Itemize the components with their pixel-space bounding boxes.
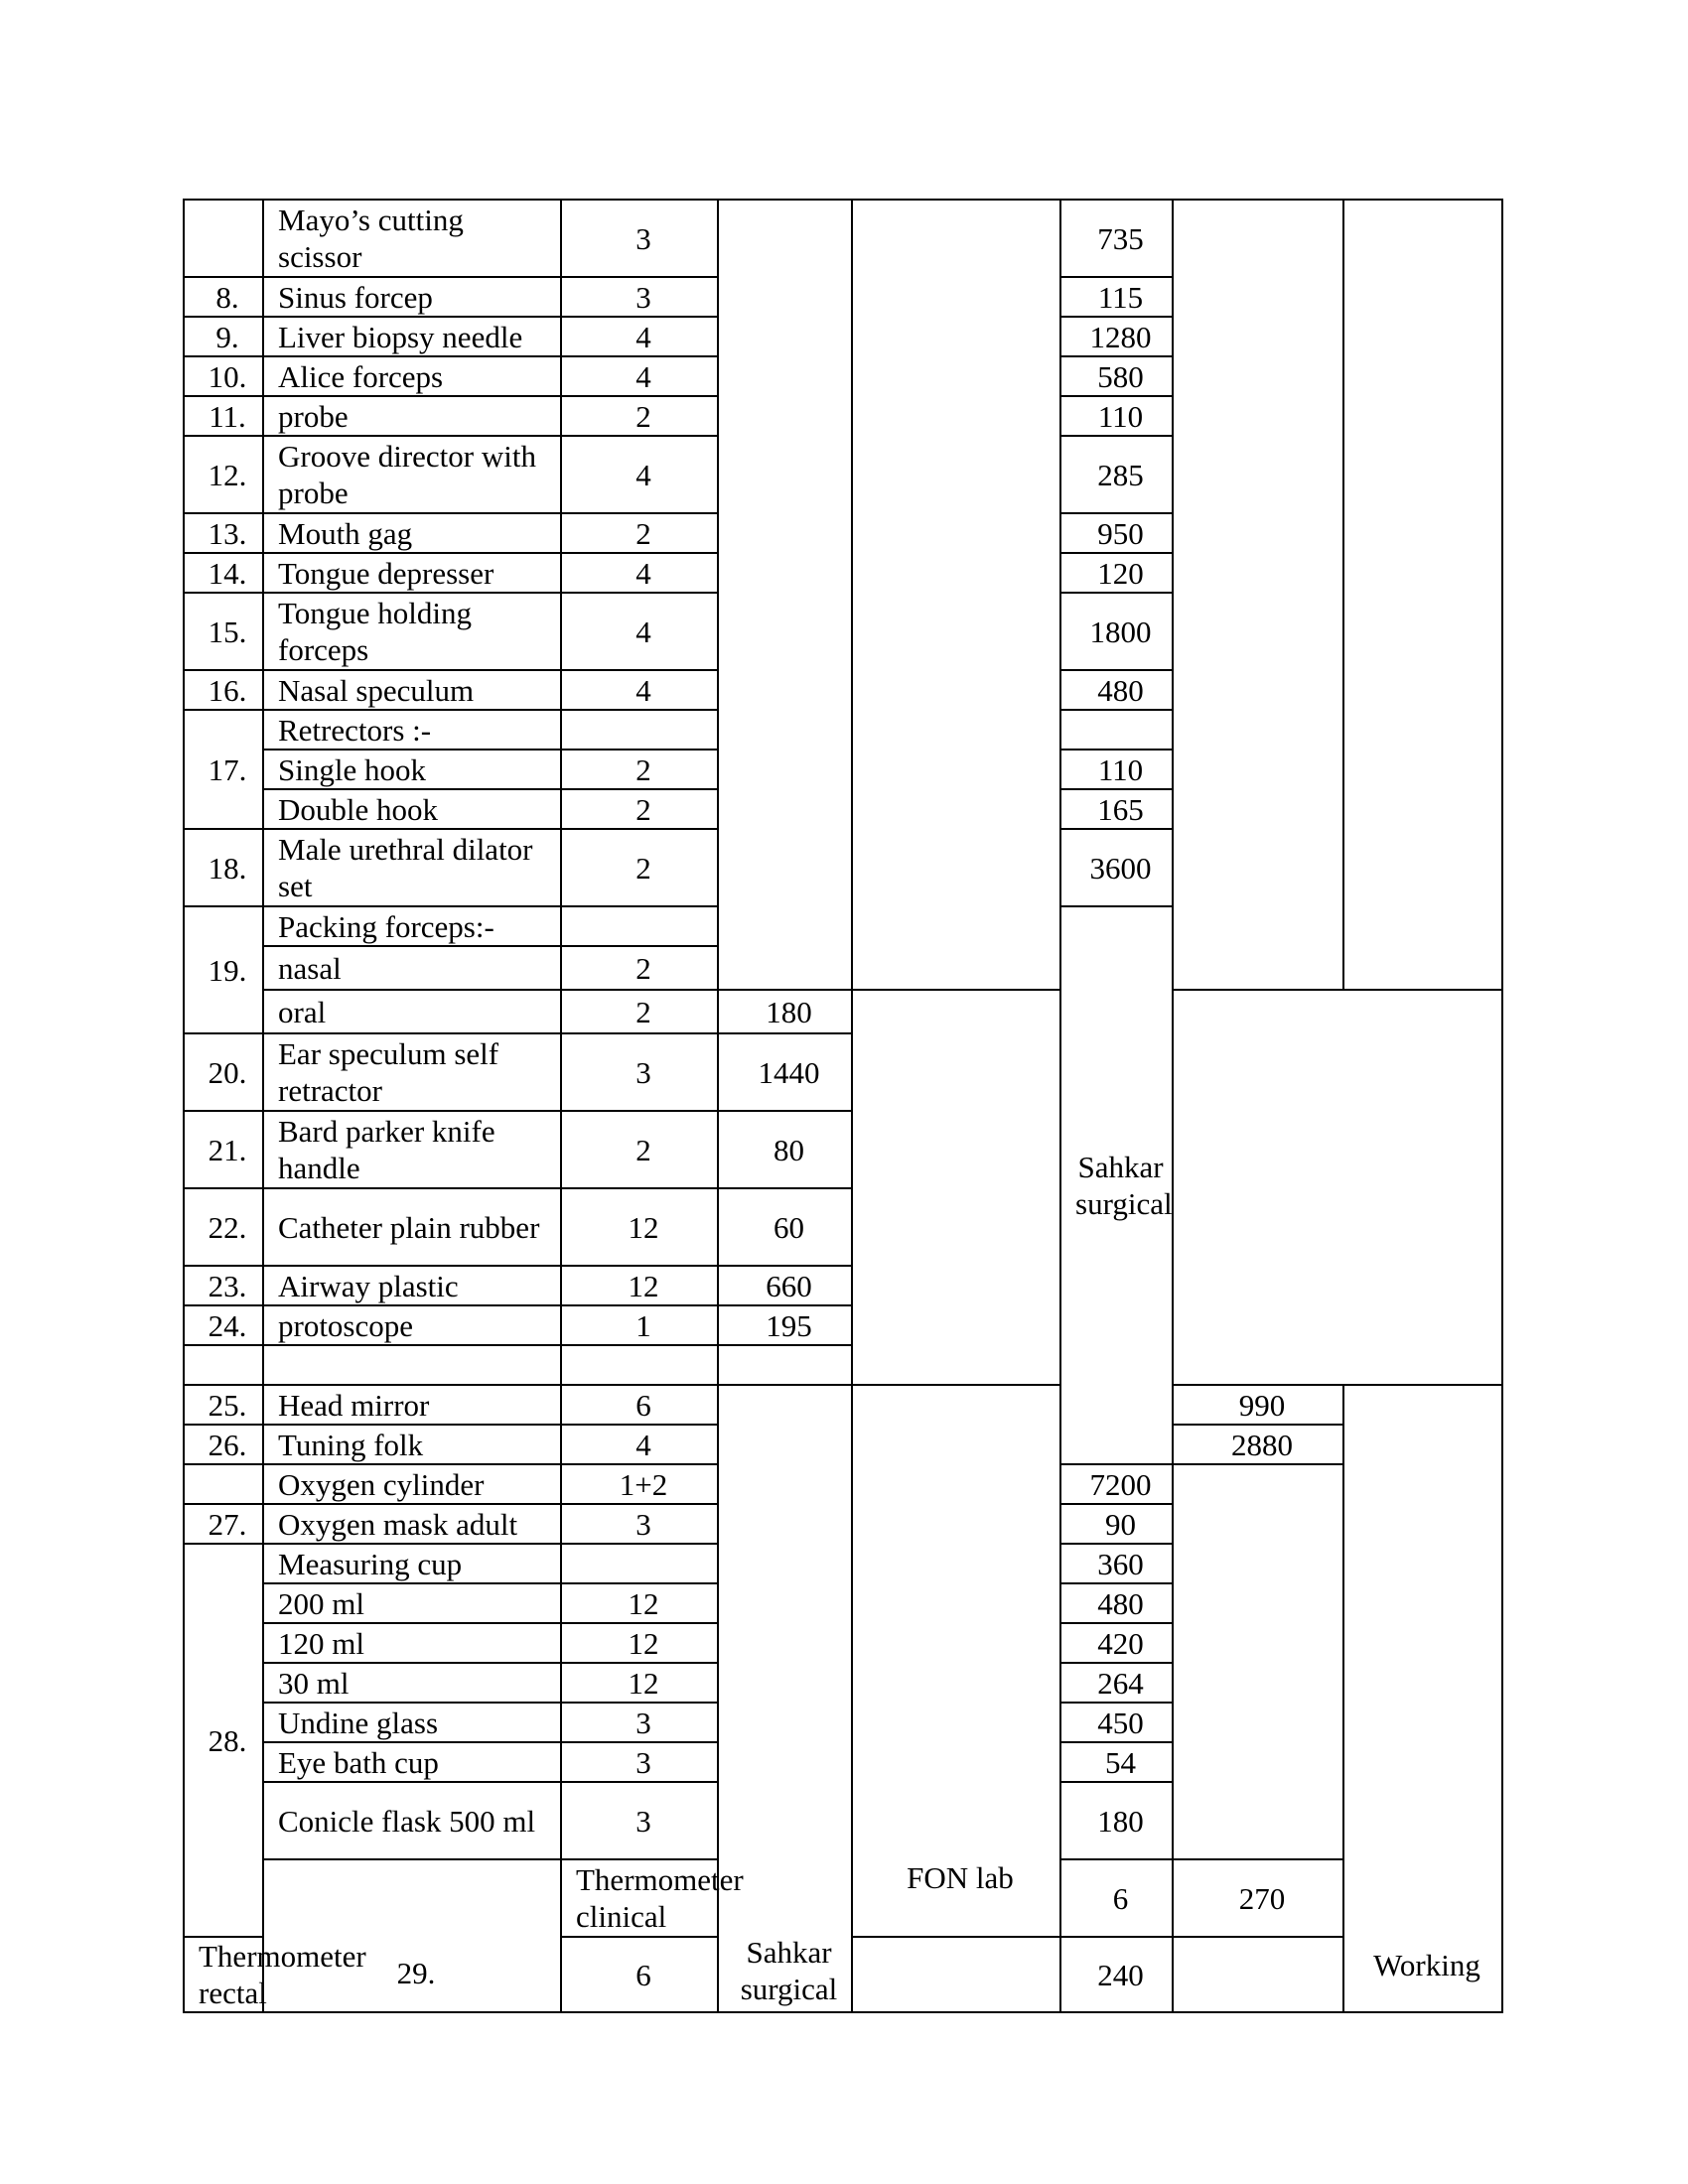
item-quantity: 12 [561, 1188, 718, 1266]
item-name: Mouth gag [263, 513, 561, 553]
date-cell [1343, 200, 1502, 990]
item-name: Tuning folk [263, 1425, 561, 1464]
table-row [184, 1111, 1502, 1188]
item-price: 1800 [1060, 593, 1173, 670]
row-number: 18. [184, 829, 263, 906]
item-name: Mayo’s cutting scissor [263, 200, 561, 277]
row-number: 11. [184, 396, 263, 436]
item-quantity: 2 [561, 1111, 718, 1188]
row-number: 12. [184, 436, 263, 513]
item-quantity: 4 [561, 670, 718, 710]
row-number: 25. [184, 1385, 263, 1425]
item-quantity: 3 [561, 200, 718, 277]
row-number: 23. [184, 1266, 263, 1305]
item-name: Alice forceps [263, 356, 561, 396]
item-name: Sinus forcep [263, 277, 561, 317]
row-number: 17. [184, 710, 263, 829]
table-row [184, 1385, 1502, 1425]
item-quantity: 4 [561, 593, 718, 670]
item-name [263, 1345, 561, 1385]
item-price: 480 [1060, 1583, 1173, 1623]
item-price: 240 [1060, 1937, 1173, 2012]
row-number [184, 200, 263, 277]
row-number: 29. [263, 1859, 561, 2012]
item-price: 165 [1060, 789, 1173, 829]
row-number: 26. [184, 1425, 263, 1464]
item-name: Nasal speculum [263, 670, 561, 710]
item-price: 264 [1060, 1663, 1173, 1703]
item-quantity: 4 [561, 436, 718, 513]
item-quantity: 12 [561, 1663, 718, 1703]
department-cell-continuation [852, 1937, 1060, 2012]
item-price: 110 [1060, 396, 1173, 436]
department-cell [852, 200, 1060, 990]
item-quantity: 2 [561, 750, 718, 789]
item-quantity [561, 710, 718, 750]
item-price: 80 [718, 1111, 852, 1188]
row-number: 20. [184, 1033, 263, 1111]
supplier-cell [718, 200, 852, 990]
item-name: oral [263, 990, 561, 1033]
row-number: 8. [184, 277, 263, 317]
item-price: 54 [1060, 1742, 1173, 1782]
item-name: 120 ml [263, 1623, 561, 1663]
item-quantity: 6 [561, 1937, 718, 2012]
table-row [184, 1033, 1502, 1111]
item-quantity: 2 [561, 829, 718, 906]
item-quantity: 3 [561, 1782, 718, 1859]
item-quantity: 1+2 [561, 1464, 718, 1504]
item-price: 3600 [1060, 829, 1173, 906]
item-quantity: 2 [561, 513, 718, 553]
item-price: 1280 [1060, 317, 1173, 356]
item-name: Packing forceps:- [263, 906, 561, 946]
item-quantity [561, 1544, 718, 1583]
item-quantity: 3 [561, 1742, 718, 1782]
item-name: Oxygen mask adult [263, 1504, 561, 1544]
table-row [184, 200, 1502, 277]
item-quantity: 2 [561, 946, 718, 990]
row-number: 16. [184, 670, 263, 710]
item-quantity: 12 [561, 1266, 718, 1305]
supplier-cell: Sahkar surgical [718, 1385, 852, 2012]
item-quantity [561, 906, 718, 946]
item-price: 735 [1060, 200, 1173, 277]
item-price: 1440 [718, 1033, 852, 1111]
inventory-table [183, 199, 1503, 2013]
item-price: 360 [1060, 1544, 1173, 1583]
item-price: 120 [1060, 553, 1173, 593]
item-name: Measuring cup [263, 1544, 561, 1583]
status-cell: Working [1343, 1385, 1502, 2012]
row-number: 21. [184, 1111, 263, 1188]
item-name: Male urethral dilator set [263, 829, 561, 906]
item-price: 270 [1173, 1859, 1343, 1937]
item-name: Single hook [263, 750, 561, 789]
supplier-cell: Sahkar surgical [1060, 906, 1173, 1464]
row-number: 10. [184, 356, 263, 396]
row-number: 27. [184, 1504, 263, 1544]
item-quantity: 3 [561, 1504, 718, 1544]
row-number [184, 1345, 263, 1385]
item-price: 580 [1060, 356, 1173, 396]
item-name: Groove director with probe [263, 436, 561, 513]
row-number: 13. [184, 513, 263, 553]
item-name: Oxygen cylinder [263, 1464, 561, 1504]
item-quantity: 6 [561, 1385, 718, 1425]
item-name: Tongue depresser [263, 553, 561, 593]
item-price: 195 [718, 1305, 852, 1345]
item-name: 30 ml [263, 1663, 561, 1703]
item-price: 450 [1060, 1703, 1173, 1742]
item-name: nasal [263, 946, 561, 990]
item-quantity: 2 [561, 396, 718, 436]
row-number: 15. [184, 593, 263, 670]
item-name: Liver biopsy needle [263, 317, 561, 356]
item-price: 180 [1060, 1782, 1173, 1859]
item-name: Thermometer clinical [561, 1859, 718, 1937]
item-name: Double hook [263, 789, 561, 829]
item-name: Tongue holding forceps [263, 593, 561, 670]
item-name: Eye bath cup [263, 1742, 561, 1782]
item-name: Airway plastic [263, 1266, 561, 1305]
row-number: 22. [184, 1188, 263, 1266]
table-row [184, 1266, 1502, 1305]
item-name: Ear speculum self retractor [263, 1033, 561, 1111]
row-number: 24. [184, 1305, 263, 1345]
item-name: Thermometer rectal [184, 1937, 263, 2012]
item-quantity: 4 [561, 356, 718, 396]
item-name: Head mirror [263, 1385, 561, 1425]
item-price: 420 [1060, 1623, 1173, 1663]
item-price: 990 [1173, 1385, 1343, 1425]
department-cell: FON lab [852, 1385, 1060, 1937]
item-name: Bard parker knife handle [263, 1111, 561, 1188]
item-price [1060, 710, 1173, 750]
item-price: 90 [1060, 1504, 1173, 1544]
table-row [184, 990, 1502, 1033]
item-price: 950 [1060, 513, 1173, 553]
date-cell-continuation [1173, 1937, 1343, 2012]
row-number: 28. [184, 1544, 263, 1937]
item-quantity: 2 [561, 789, 718, 829]
item-price: 110 [1060, 750, 1173, 789]
row-number: 14. [184, 553, 263, 593]
item-quantity: 3 [561, 1703, 718, 1742]
status-cell [1173, 200, 1343, 990]
item-quantity [561, 1345, 718, 1385]
item-name: protoscope [263, 1305, 561, 1345]
row-number: 19. [184, 906, 263, 1033]
item-price: 660 [718, 1266, 852, 1305]
item-quantity: 3 [561, 1033, 718, 1111]
item-price: 180 [718, 990, 852, 1033]
item-name: 200 ml [263, 1583, 561, 1623]
table-row [184, 1188, 1502, 1266]
item-quantity: 12 [561, 1623, 718, 1663]
item-price: 115 [1060, 277, 1173, 317]
row-number: 9. [184, 317, 263, 356]
item-price: 7200 [1060, 1464, 1173, 1504]
table-row [184, 1345, 1502, 1385]
item-name: Retrectors :- [263, 710, 561, 750]
item-quantity: 3 [561, 277, 718, 317]
item-price: 60 [718, 1188, 852, 1266]
item-quantity: 2 [561, 990, 718, 1033]
item-name: Conicle flask 500 ml [263, 1782, 561, 1859]
item-price: 285 [1060, 436, 1173, 513]
item-quantity: 1 [561, 1305, 718, 1345]
item-quantity: 6 [1060, 1859, 1173, 1937]
item-name: Undine glass [263, 1703, 561, 1742]
item-price [718, 1345, 852, 1385]
row-number [184, 1464, 263, 1504]
item-name: Catheter plain rubber [263, 1188, 561, 1266]
item-quantity: 4 [561, 317, 718, 356]
item-price: 2880 [1173, 1425, 1343, 1464]
item-quantity: 4 [561, 1425, 718, 1464]
item-name: probe [263, 396, 561, 436]
item-quantity: 12 [561, 1583, 718, 1623]
table-row [184, 1305, 1502, 1345]
item-quantity: 4 [561, 553, 718, 593]
item-price: 480 [1060, 670, 1173, 710]
